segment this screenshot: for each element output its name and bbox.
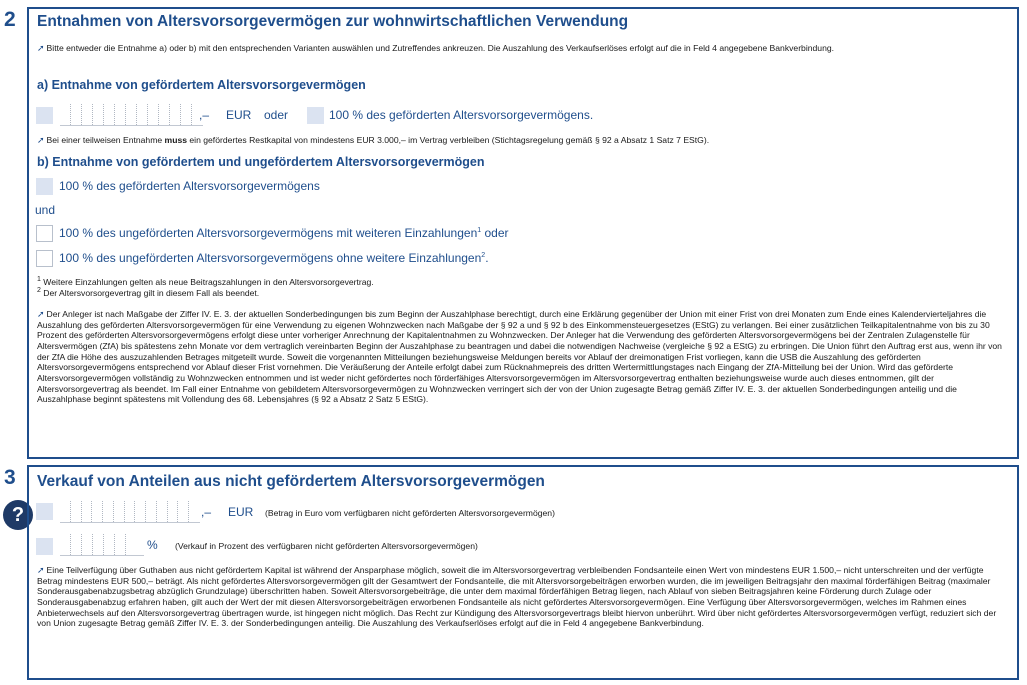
option-a-amount-checkbox[interactable]	[36, 107, 53, 124]
amount-description: (Betrag in Euro vom verfügbaren nicht geförderten Altersvorsorgevermögen)	[265, 508, 555, 518]
section-2	[27, 7, 1019, 459]
section-3-title: Verkauf von Anteilen aus nicht gefördertem Altersvorsorgevermögen	[37, 473, 545, 490]
percent-checkbox[interactable]	[36, 538, 53, 555]
footnote-1: $^1$ Weitere Einzahlungen gelten als neue Beitragszahlungen in den Altersvorsorgevertrag.	[37, 276, 374, 287]
option-a-full-label: 100 % des geförderten Altersvorsorgevermögens.	[329, 108, 594, 122]
option-b-unfunded-with-checkbox[interactable]	[36, 225, 53, 242]
amount-suffix: ,–	[201, 505, 212, 519]
option-a-amount-suffix: ,–	[199, 108, 210, 122]
footnote-2: $^2$ Der Altersvorsorgevertrag gilt in diesem Fall als beendet.	[37, 287, 260, 298]
arrow-icon: ➚	[37, 135, 45, 145]
option-a-full-checkbox[interactable]	[307, 107, 324, 124]
arrow-icon: ➚	[37, 309, 45, 319]
help-icon[interactable]: ?	[3, 500, 33, 530]
option-b-title: b) Entnahme von gefördertem und ungefördertem Altersvorsorgevermögen	[37, 155, 485, 169]
section-2-number: 2	[4, 8, 16, 31]
percent-symbol: %	[147, 538, 158, 552]
amount-field[interactable]	[60, 501, 200, 523]
option-a-or: oder	[264, 108, 289, 122]
option-a-note: ➚ Bei einer teilweisen Entnahme muss ein gefördertes Restkapital von mindestens EUR 3.000,– im Vertrag verbleiben (Stichtagsregelung gemäß § 92 a Absatz 1 Satz 7 EStG).	[37, 135, 710, 145]
section-2-long-text: ➚ Der Anleger ist nach Maßgabe der Ziffer IV. E. 3. der aktuellen Sonderbedingungen bis zum Beginn der Auszahlphase berechtigt, durch eine Erklärung gegenüber der Union mit einer Frist von drei Monaten zum Ende eines Kalendervierteljahres die Auszahlung des geförderten Altersvorsorgevermögen für eine Verwendung zu eigenen Wohnzwecken nach Maßgabe der § 92 a und § 92 b des Einkommensteuergesetzes (EStG) zu verlangen. Bei einer zusätzlichen Teilkapitalentnahme von bis zu 30 Prozent des geförderten Altersvorsorgevermögens erfolgt diese unter vorheriger Anrechnung der Kapitalentnahmen zu Wohnzwecken. Der Anleger hat die Verwendung des geförderten Altersvorsorgevermögens bei der Zentralen Zulagenstelle für Altersvermögen (ZfA) bis spätestens zehn Monate vor dem vertraglich vereinbarten Beginn der Auszahlphase zu beantragen und dabei die notwendigen Nachweise (vergleiche § 92 a EStG) zu erbringen. Die Union führt den Auftrag erst aus, wenn ihr von der ZfA die Höhe des auszuzahlenden Betrages mitgeteilt wurde. Soweit die vorgenannten Mitteilungen beziehungsweise Meldungen bereits vor Ablauf der dreimonatigen Frist vorliegen, kann die USB die Auszahlung des geförderten Altersvorsorgevermögens entsprechend vor Ablauf dieser Frist vornehmen. Die Veräußerung der Anteile erfolgt dabei zum Rücknahmepreis des dritten Wertermittlungstages nach Eingang der ZfA-Mitteilung bei der Union. Wird das geförderte Altersvorsorgevermögen vollständig zu Wohnzwecken entnommen und ist weder nicht gefördertes noch förderfähiges Altersvorsorgevermögen im Altersvorsorgevertrag enthalten beziehungsweise wurde auch dieses entnommen, gilt der Altersvorsorgevertrag als beendet. Im Fall einer Entnahme von gebildetem Altersvorsorgevermögen zu Wohnzwecken verringert sich der von der Union zugesagte Betrag gemäß Ziffer IV. E. 3. der aktuellen Sonderbedingungen anteilig und die Auszahlphase beginnt spätestens mit Vollendung des 68. Lebensjahres (§ 92 a Absatz 2 Satz 5 EStG).	[37, 309, 1002, 405]
option-a-title: a) Entnahme von gefördertem Altersvorsorgevermögen	[37, 78, 366, 92]
section-3-long-text: ➚ Eine Teilverfügung über Guthaben aus nicht gefördertem Kapital ist während der Ansparphase möglich, soweit die im Altersvorsorgevertrag verbleibenden Fondsanteile einen Wert von mindestens EUR 1.500,– nicht unterschreiten und der verfügte Betrag mindestens EUR 500,– beträgt. Als nicht gefördertes Altersvorsorgevermögen gilt der Gesamtwert der Fondsanteile, die mit Altersvorsorgebeiträgen erworben wurden, die im jeweiligen Beitragsjahr den maximal förderfähigen Beitrag (maximaler Sonderausgabenabzugsbetrag abzüglich Grundzulage) überschritten haben. Soweit Altersvorsorgebeiträge, die unter dem maximal förderfähigen Betrag liegen, nach Ablauf von sieben Beitragsjahren keine Förderung durch Zulage oder Sonderausgabenabzug erfahren haben, gilt auch der Wert der mit diesen Altersvorsorgebeiträgen erworbenen Fondsanteile als nicht gefördertes Altersvorsorgevermögen. Eine Verfügung über Altersvorsorgevermögen, welches im Rahmen eines Anbieterwechsels auf den Altersvorsorgevertrag übertragen wurde, ist hingegen nicht möglich. Das Recht zur Kündigung des Altersvorsorgevertrags bleibt hiervon unberührt. Wird über nicht gefördertes Altersvorsorgevermögen verfügt, reduziert sich der von Union zugesagte Betrag gemäß Ziffer IV. E. 3. der Sonderbedingungen anteilig. Die Auszahlung des Verkaufserlöses erfolgt auf die in Feld 4 angegebene Bankverbindung.	[37, 565, 997, 629]
arrow-icon: ➚	[37, 43, 45, 53]
section-2-title: Entnahmen von Altersvorsorgevermögen zur wohnwirtschaftlichen Verwendung	[37, 13, 629, 30]
arrow-icon: ➚	[37, 565, 45, 575]
option-b-funded-checkbox[interactable]	[36, 178, 53, 195]
amount-checkbox[interactable]	[36, 503, 53, 520]
option-b-unfunded-without-checkbox[interactable]	[36, 250, 53, 267]
percent-description: (Verkauf in Prozent des verfügbaren nicht geförderten Altersvorsorgevermögen)	[175, 541, 478, 551]
option-b-funded-label: 100 % des geförderten Altersvorsorgevermögens	[59, 179, 320, 193]
option-a-amount-field[interactable]	[60, 104, 203, 126]
option-b-und: und	[35, 203, 56, 217]
amount-currency: EUR	[228, 505, 254, 519]
section-2-intro: ➚ Bitte entweder die Entnahme a) oder b) mit den entsprechenden Varianten auswählen und Zutreffendes ankreuzen. Die Auszahlung des Verkaufserlöses erfolgt auf die in Feld 4 angegebene Bankverbindung.	[37, 43, 835, 53]
percent-field[interactable]	[60, 534, 144, 556]
option-b-unfunded-with-label: 100 % des ungeförderten Altersvorsorgevermögens mit weiteren Einzahlungen$^1$ oder	[59, 226, 509, 240]
option-b-unfunded-without-label: 100 % des ungeförderten Altersvorsorgevermögens ohne weitere Einzahlungen$^2$.	[59, 251, 489, 265]
section-3	[27, 465, 1019, 680]
option-a-currency: EUR	[226, 108, 252, 122]
section-3-number: 3	[4, 466, 16, 489]
